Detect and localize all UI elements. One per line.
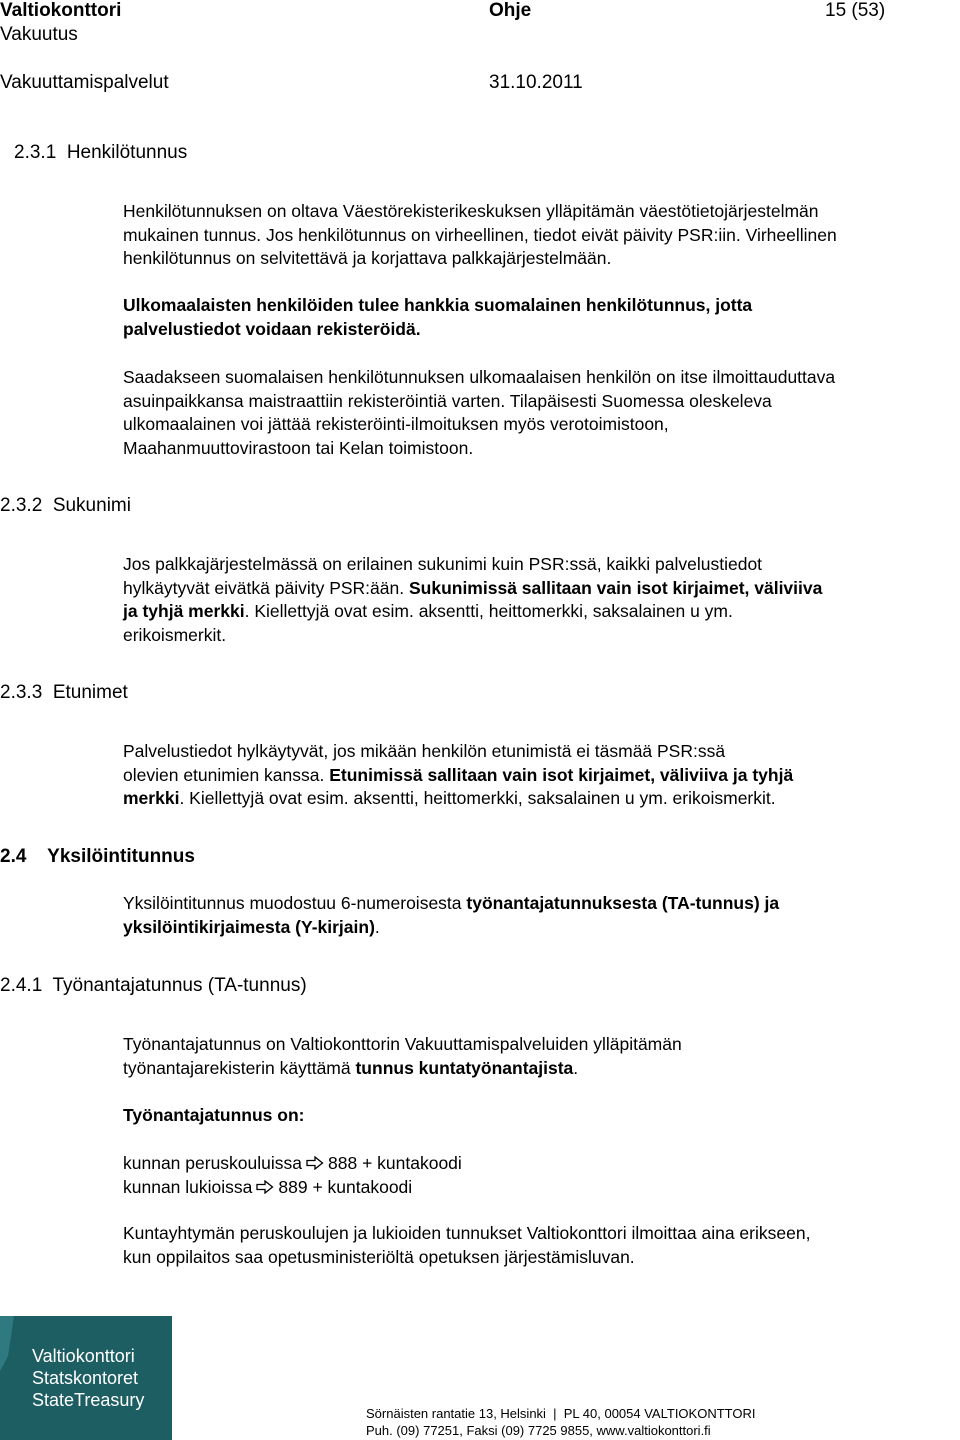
para-tyonantajatunnus <box>123 1033 682 1080</box>
list-label: kunnan peruskouluissa <box>123 1153 303 1173</box>
para-saadakseen <box>123 366 835 460</box>
footer-contact: Puh. (09) 77251, Faksi (09) 7725 9855, www.valtiokonttori.fi <box>366 1423 711 1438</box>
text-line <box>123 600 822 624</box>
text-line: mukainen tunnus. Jos henkilötunnus on virheellinen, tiedot eivät päivity PSR:iin. Virheellinen <box>123 224 837 245</box>
text-span: . <box>573 1057 579 1078</box>
text-line: Palvelustiedot hylkäytyvät, jos mikään henkilön etunimistä ei täsmää PSR:ssä <box>123 741 726 761</box>
text-line: Henkilötunnuksen on oltava Väestörekisterikeskuksen ylläpitämän väestötietojärjestelmän <box>123 201 819 221</box>
arrow-right-icon <box>306 1156 324 1170</box>
code-list <box>123 1152 462 1199</box>
list-label: kunnan lukioissa <box>123 1176 253 1197</box>
valtiokonttori-logo <box>0 1316 172 1440</box>
para-sukunimi <box>123 553 822 647</box>
bold-span: merkki <box>123 788 180 808</box>
text-line <box>123 787 793 811</box>
text-line <box>123 916 779 940</box>
text-span: . Kiellettyjä ovat esim. aksentti, heittomerkki, saksalainen u ym. <box>244 601 733 621</box>
text-line: henkilötunnus on selvitettävä ja korjattava palkkajärjestelmään. <box>123 248 612 268</box>
text-line <box>123 892 779 916</box>
para-kuntayhtyma <box>123 1222 810 1269</box>
subheading-tyonantajatunnus-on: Työnantajatunnus on: <box>123 1105 305 1125</box>
arrow-right-icon <box>256 1180 274 1194</box>
text-span: työnantajarekisterin käyttämä <box>123 1057 356 1078</box>
para-yksilointitunnus <box>123 892 779 939</box>
bold-span: Etunimissä sallitaan vain isot kirjaimet, väliviiva ja tyhjä <box>329 764 794 785</box>
list-value: 889 + kuntakoodi <box>278 1176 413 1197</box>
text-line: palvelustiedot voidaan rekisteröidä. <box>123 318 421 339</box>
text-line: kun oppilaitos saa opetusministeriöltä opetuksen järjestämisluvan. <box>123 1246 635 1267</box>
doc-date: 31.10.2011 <box>489 72 583 93</box>
para-ulkomaalaiset-bold <box>123 294 752 341</box>
heading-2-3-2: 2.3.2 Sukunimi <box>0 495 131 516</box>
text-line: Kuntayhtymän peruskoulujen ja lukioiden tunnukset Valtiokonttori ilmoittaa aina erikseen, <box>123 1223 811 1243</box>
page-number: 15 (53) <box>825 0 886 21</box>
heading-2-4-1: 2.4.1 Työnantajatunnus (TA-tunnus) <box>0 975 307 996</box>
dept-name: Vakuuttamispalvelut <box>0 72 169 93</box>
text-line: Jos palkkajärjestelmässä on erilainen sukunimi kuin PSR:ssä, kaikki palvelustiedot <box>123 554 763 574</box>
bold-span: tunnus kuntatyönantajista <box>355 1057 574 1078</box>
bold-span: ja tyhjä merkki <box>123 601 245 621</box>
list-item <box>123 1176 462 1200</box>
list-item <box>123 1152 462 1176</box>
text-line <box>123 764 793 788</box>
text-span: olevien etunimien kanssa. <box>123 764 330 785</box>
bold-span: työnantajatunnuksesta (TA-tunnus) ja <box>466 893 780 913</box>
text-line: asuinpaikkansa maistraattiin rekisteröintiä varten. Tilapäisesti Suomessa oleskeleva <box>123 390 772 411</box>
text-line: erikoismerkit. <box>123 624 227 645</box>
text-span: hylkäytyvät eivätkä päivity PSR:ään. <box>123 577 409 598</box>
text-line <box>123 577 822 601</box>
logo-line: StateTreasury <box>32 1390 145 1410</box>
text-line: ulkomaalainen voi jättää rekisteröinti-ilmoituksen myös verotoimistoon, <box>123 414 669 434</box>
logo-mark-icon <box>0 1316 30 1376</box>
unit-name: Vakuutus <box>0 24 78 45</box>
logo-line: Statskontoret <box>32 1368 139 1388</box>
bold-span: Sukunimissä sallitaan vain isot kirjaimet, väliviiva <box>408 577 823 598</box>
text-line: Maahanmuuttovirastoon tai Kelan toimistoon. <box>123 437 474 458</box>
heading-2-3-3: 2.3.3 Etunimet <box>0 682 128 703</box>
text-line: Työnantajatunnus on Valtiokonttorin Vakuuttamispalveluiden ylläpitämän <box>123 1034 682 1054</box>
para-henkilotunnus <box>123 200 837 271</box>
text-line <box>123 1057 682 1081</box>
text-span: Yksilöintitunnus muodostuu 6-numeroisesta <box>123 893 467 913</box>
doc-type: Ohje <box>489 0 532 21</box>
list-value: 888 + kuntakoodi <box>328 1153 462 1173</box>
heading-2-4: 2.4 Yksilöintitunnus <box>0 846 195 867</box>
org-name: Valtiokonttori <box>0 0 122 21</box>
para-etunimet <box>123 740 793 811</box>
text-line: Ulkomaalaisten henkilöiden tulee hankkia suomalainen henkilötunnus, jotta <box>123 295 753 315</box>
heading-2-3-1: 2.3.1 Henkilötunnus <box>14 142 188 163</box>
text-span: . Kiellettyjä ovat esim. aksentti, heittomerkki, saksalainen u ym. erikoismerkit. <box>179 788 776 808</box>
logo-line: Valtiokonttori <box>32 1346 135 1366</box>
bold-span: yksilöintikirjaimesta (Y-kirjain) <box>123 916 375 937</box>
text-span: . <box>374 916 380 937</box>
text-line: Saadakseen suomalaisen henkilötunnuksen ulkomaalaisen henkilön on itse ilmoittauduttava <box>123 367 836 387</box>
footer-address: Sörnäisten rantatie 13, Helsinki | PL 40, 00054 VALTIOKONTTORI <box>366 1406 756 1421</box>
